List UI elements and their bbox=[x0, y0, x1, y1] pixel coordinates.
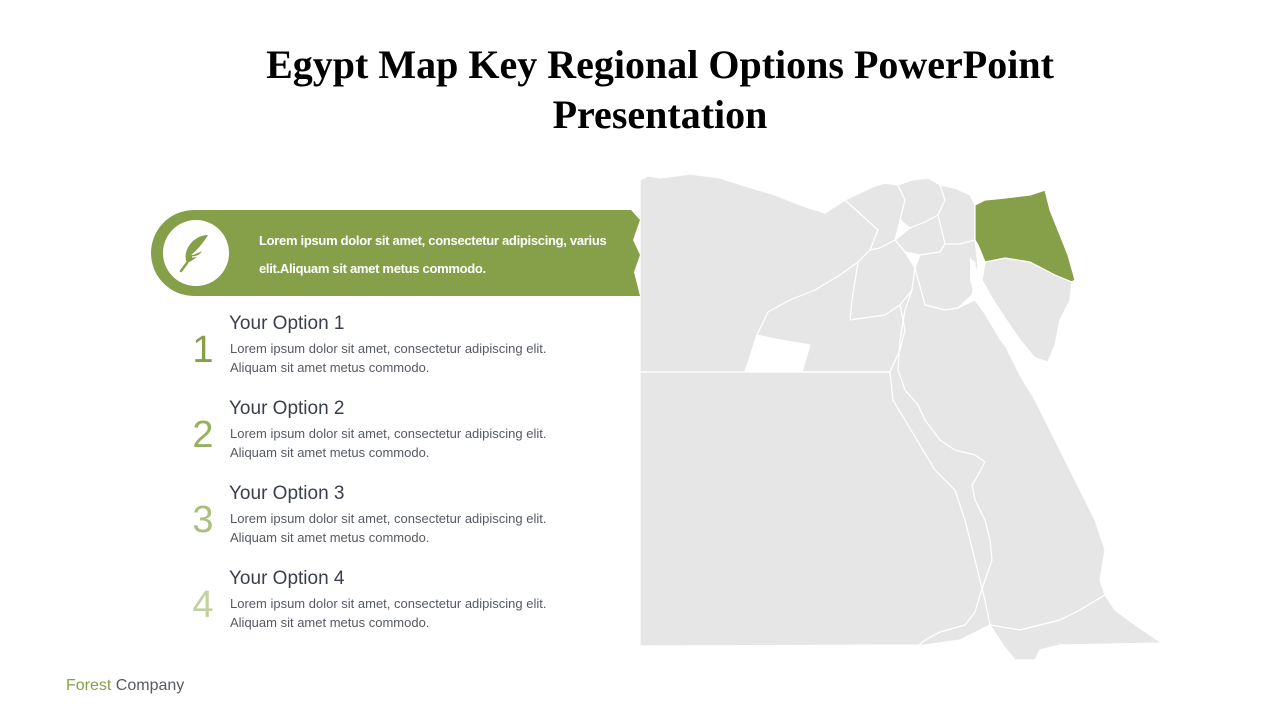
option-number: 2 bbox=[192, 414, 214, 456]
option-item-3 bbox=[180, 482, 560, 558]
footer-brand: Forest bbox=[66, 677, 112, 694]
option-description: Lorem ipsum dolor sit amet, consectetur adipiscing elit. Aliquam sit amet metus commodo. bbox=[230, 426, 547, 460]
option-number: 3 bbox=[192, 499, 214, 541]
map-region-delta-east[interactable] bbox=[938, 185, 975, 244]
option-title: Your Option 1 bbox=[229, 313, 345, 334]
banner-icon-circle bbox=[163, 220, 229, 286]
option-number: 4 bbox=[192, 584, 214, 626]
feather-icon bbox=[178, 233, 214, 273]
option-description: Lorem ipsum dolor sit amet, consectetur adipiscing elit. Aliquam sit amet metus commodo. bbox=[230, 511, 547, 545]
option-item-1 bbox=[180, 312, 560, 388]
banner-callout bbox=[151, 210, 640, 296]
option-number: 1 bbox=[192, 329, 214, 371]
option-title: Your Option 2 bbox=[229, 398, 345, 419]
footer-logo bbox=[66, 677, 184, 695]
footer-company: Company bbox=[111, 677, 185, 694]
option-title: Your Option 3 bbox=[229, 483, 345, 504]
option-description: Lorem ipsum dolor sit amet, consectetur adipiscing elit. Aliquam sit amet metus commodo. bbox=[230, 596, 547, 630]
option-title: Your Option 4 bbox=[229, 568, 345, 589]
option-item-4 bbox=[180, 567, 560, 643]
egypt-map bbox=[620, 165, 1180, 670]
banner-text: Lorem ipsum dolor sit amet, consectetur adipiscing, varius elit.Aliquam sit amet metus commodo. bbox=[259, 233, 607, 276]
slide-title: Egypt Map Key Regional Options PowerPoint Presentation bbox=[266, 42, 1054, 137]
option-item-2 bbox=[180, 397, 560, 473]
option-description: Lorem ipsum dolor sit amet, consectetur adipiscing elit. Aliquam sit amet metus commodo. bbox=[230, 341, 547, 375]
